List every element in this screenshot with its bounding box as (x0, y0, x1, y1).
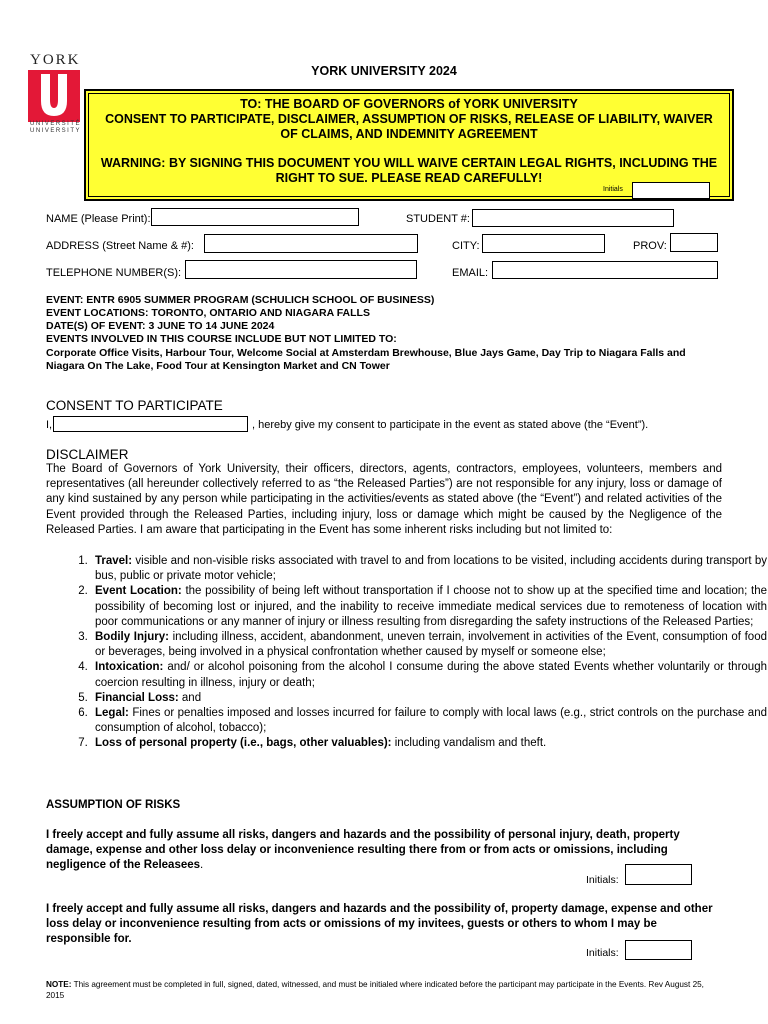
city-label: CITY: (452, 240, 480, 252)
events-list-line-2: Niagara On The Lake, Food Tour at Kensington Market and CN Tower (46, 360, 390, 372)
assumption-paragraph-1: I freely accept and fully assume all risks, dangers and hazards and the possibility of personal injury, death, property damage, expense and other loss delay or inconvenience resulting there from or from acts or omissions, including negligence of the Releasees. (46, 829, 680, 872)
initials-label-1: Initials: (586, 874, 619, 886)
student-number-label: STUDENT #: (406, 213, 470, 225)
province-label: PROV: (633, 240, 667, 252)
logo-university-text: UNIVERSITÉ UNIVERSITY (30, 121, 82, 134)
email-input[interactable] (492, 261, 718, 279)
disclaimer-heading: DISCLAIMER (46, 447, 129, 462)
consent-name-input[interactable] (53, 416, 248, 432)
telephone-label: TELEPHONE NUMBER(S): (46, 267, 182, 279)
name-label: NAME (Please Print): (46, 213, 151, 225)
warning-banner (84, 89, 734, 201)
province-input[interactable] (670, 233, 718, 252)
event-locations: EVENT LOCATIONS: TORONTO, ONTARIO AND NIAGARA FALLS (46, 307, 370, 319)
event-name: EVENT: ENTR 6905 SUMMER PROGRAM (SCHULICH SCHOOL OF BUSINESS) (46, 294, 435, 306)
events-list-line-1: Corporate Office Visits, Harbour Tour, Welcome Social at Amsterdam Brewhouse, Blue Jays Game, Day Trip to Niagara Falls and (46, 347, 686, 359)
assumption-heading: ASSUMPTION OF RISKS (46, 799, 181, 811)
city-input[interactable] (482, 234, 605, 253)
disclaimer-text: The Board of Governors of York University, their officers, directors, agents, contractors, employees, volunteers, members and representatives (all hereunder collectively referred to as “the Released Parties”) are not responsible for any injury, loss or damage of any kind sustained by any person while participating in the activities/events as stated above (the “Event”) and related activities of the Event provided through the Released Parties, including injury, loss or damage which might be caused by the Negligence of the Released Parties. I am aware that participating in the Event has some inherent risks including but not limited to: (46, 463, 722, 536)
initials-input-1[interactable] (625, 864, 692, 885)
initials-input-2[interactable] (625, 940, 692, 960)
list-item: 2. Event Location: the possibility of being left without transportation if I choose not to show up at the specified time and location; the possibility of becoming lost or injured, and the inability to receive immediate medical services due to remoteness of location with poor communications or any manner of injury or illness resulting from disregarding the safety instructions of the Released Parties; (91, 584, 767, 630)
banner-initials-input[interactable] (632, 182, 710, 199)
address-label: ADDRESS (Street Name & #): (46, 240, 194, 252)
events-involved-heading: EVENTS INVOLVED IN THIS COURSE INCLUDE BUT NOT LIMITED TO: (46, 333, 397, 345)
banner-warning-line-2: RIGHT TO SUE. PLEASE READ CAREFULLY! (275, 171, 543, 185)
banner-initials-label: Initials (603, 186, 623, 193)
list-item: 5. Financial Loss: and (91, 691, 767, 706)
list-item: 4. Intoxication: and/ or alcohol poisoning from the alcohol I consume during the above stated Events whether voluntarily or through coercion resulting in illness, injury or death; (91, 660, 767, 690)
footer-note: NOTE: This agreement must be completed in full, signed, dated, witnessed, and must be initialed where indicated before the participant may participate in the Events. Rev August 25, 2015 (46, 980, 704, 1000)
logo-wordmark: YORK (30, 52, 81, 68)
telephone-input[interactable] (185, 260, 417, 279)
banner-title-line-1: CONSENT TO PARTICIPATE, DISCLAIMER, ASSUMPTION OF RISKS, RELEASE OF LIABILITY, WAIVER (105, 112, 713, 126)
list-item: 1. Travel: visible and non-visible risks associated with travel to and from locations to be visited, including accidents during transport by bus, public or private motor vehicle; (91, 554, 767, 584)
student-number-input[interactable] (472, 209, 674, 227)
name-input[interactable] (151, 208, 359, 226)
list-item: 7. Loss of personal property (i.e., bags, other valuables): including vandalism and theft. (91, 736, 767, 751)
email-label: EMAIL: (452, 267, 489, 279)
risk-list (46, 554, 767, 752)
initials-label-2: Initials: (586, 947, 619, 959)
consent-heading: CONSENT TO PARTICIPATE (46, 398, 223, 413)
banner-title-line-2: OF CLAIMS, AND INDEMNITY AGREEMENT (280, 127, 538, 141)
address-input[interactable] (204, 234, 418, 253)
consent-text: , hereby give my consent to participate in the event as stated above (the “Event”). (252, 419, 649, 431)
banner-warning-line-1: WARNING: BY SIGNING THIS DOCUMENT YOU WILL WAIVE CERTAIN LEGAL RIGHTS, INCLUDING THE (100, 156, 718, 170)
banner-to-line: TO: THE BOARD OF GOVERNORS of YORK UNIVERSITY (240, 97, 578, 111)
assumption-paragraph-2: I freely accept and fully assume all risks, dangers and hazards and the possibility of, property damage, expense and other loss delay or inconvenience resulting from acts or omissions of my invitees, guests or others to whom I may be responsible for. (46, 903, 713, 946)
consent-prefix: I, (46, 419, 53, 431)
list-item: 3. Bodily Injury: including illness, accident, abandonment, uneven terrain, involvement in activities of the Event, consumption of food or beverages, being involved in a physical confrontation whether caused by myself or someone else; (91, 630, 767, 660)
event-dates: DATE(S) OF EVENT: 3 JUNE TO 14 JUNE 2024 (46, 320, 275, 332)
list-item: 6. Legal: Fines or penalties imposed and losses incurred for failure to comply with local laws (e.g., strict controls on the purchase and consumption of alcohol, tobacco); (91, 706, 767, 736)
document-title: YORK UNIVERSITY 2024 (311, 64, 457, 78)
